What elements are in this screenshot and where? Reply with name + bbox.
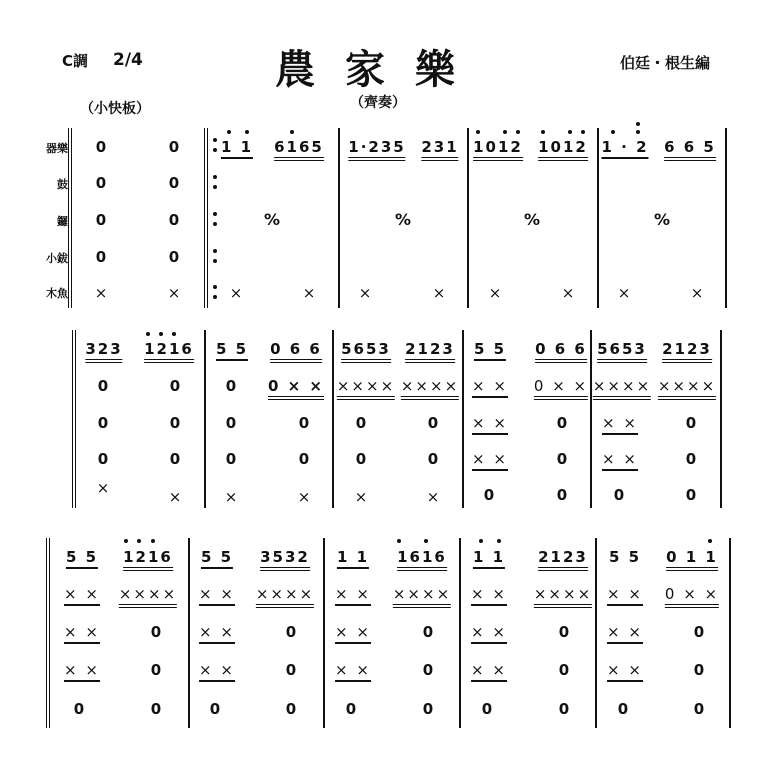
melody-notes: 5 5 xyxy=(608,548,642,566)
melody-notes: 1 1 xyxy=(473,548,505,569)
barline xyxy=(597,128,599,308)
rest: 0 xyxy=(693,700,707,718)
octave-dot xyxy=(137,539,141,543)
repeat-barline xyxy=(204,128,210,308)
gong-notes: × × xyxy=(607,623,643,644)
barline xyxy=(725,128,727,308)
rest: 0 xyxy=(95,211,109,229)
drum-notes: × × xyxy=(335,585,371,606)
gong-notes: × × xyxy=(335,623,371,644)
octave-dot xyxy=(708,539,712,543)
woodblock-hit: × xyxy=(96,479,112,497)
drum-notes: ×××× xyxy=(256,585,314,608)
simile-mark: % xyxy=(653,210,671,229)
rest: 0 xyxy=(168,248,182,266)
barline xyxy=(459,538,461,728)
barline xyxy=(338,128,340,308)
arrangers: 伯廷・根生編 xyxy=(620,54,711,72)
melody-notes: 2123 xyxy=(405,340,455,363)
repeat-dot xyxy=(213,185,217,189)
rest: 0 xyxy=(97,377,111,395)
system-start-barline xyxy=(46,538,52,728)
cymbal-notes: × × xyxy=(335,661,371,682)
rest: 0 xyxy=(225,377,239,395)
rest: 0 xyxy=(95,248,109,266)
repeat-dot xyxy=(213,295,217,299)
melody-notes: 5 5 xyxy=(201,548,233,569)
rest: 0 xyxy=(422,661,436,679)
woodblock-hit: × xyxy=(167,284,183,302)
key-signature: C調 xyxy=(62,52,89,70)
instrument-label-gong: 鑼 xyxy=(57,215,68,228)
melody-notes: 5 5 xyxy=(216,340,248,361)
repeat-dot xyxy=(213,249,217,253)
rest: 0 xyxy=(556,450,570,468)
rest: 0 xyxy=(169,377,183,395)
rest: 0 xyxy=(73,700,87,718)
woodblock-hit: × xyxy=(617,284,633,302)
gong-notes: × × xyxy=(199,623,235,644)
melody-notes: 2123 xyxy=(538,548,588,571)
octave-dot xyxy=(497,539,501,543)
melody-notes: 0 6 6 xyxy=(270,340,322,363)
barline xyxy=(467,128,469,308)
rest: 0 xyxy=(150,661,164,679)
octave-dot xyxy=(159,332,163,336)
rest: 0 xyxy=(95,138,109,156)
cymbal-notes: × × xyxy=(471,661,507,682)
melody-notes: 323 xyxy=(85,340,122,363)
drum-notes: ×××× xyxy=(119,585,177,608)
barline xyxy=(204,330,206,508)
drum-notes: × × xyxy=(64,585,100,606)
rest: 0 xyxy=(97,414,111,432)
rest: 0 xyxy=(422,623,436,641)
rest: 0 xyxy=(617,700,631,718)
performance-note: （齊奏） xyxy=(350,95,406,111)
octave-dot xyxy=(124,539,128,543)
repeat-dot xyxy=(213,212,217,216)
octave-dot xyxy=(424,539,428,543)
melody-notes: 1216 xyxy=(144,340,194,363)
octave-dot xyxy=(611,130,615,134)
gong-notes: × × xyxy=(602,414,638,435)
drum-notes: 0 × × xyxy=(665,585,719,608)
rest: 0 xyxy=(225,414,239,432)
drum-notes: × × xyxy=(199,585,235,606)
rest: 0 xyxy=(427,414,441,432)
barline xyxy=(595,538,597,728)
simile-mark: % xyxy=(394,210,412,229)
rest: 0 xyxy=(169,414,183,432)
rest: 0 xyxy=(298,450,312,468)
woodblock-hit: × xyxy=(426,488,442,506)
rest: 0 xyxy=(558,661,572,679)
melody-notes: 1616 xyxy=(397,548,447,571)
drum-notes: ×××× xyxy=(593,377,651,400)
rest: 0 xyxy=(427,450,441,468)
octave-dot xyxy=(568,130,572,134)
rest: 0 xyxy=(613,486,627,504)
rest: 0 xyxy=(209,700,223,718)
rest: 0 xyxy=(693,623,707,641)
rest: 0 xyxy=(285,700,299,718)
woodblock-hit: × xyxy=(168,488,184,506)
instrument-label-drum: 鼓 xyxy=(57,178,68,191)
rest: 0 xyxy=(483,486,497,504)
octave-dot xyxy=(636,122,640,126)
drum-notes: × × xyxy=(607,585,643,606)
drum-notes: ×××× xyxy=(658,377,716,400)
cymbal-notes: × × xyxy=(602,450,638,471)
melody-notes: 1012 xyxy=(538,138,588,161)
rest: 0 xyxy=(298,414,312,432)
repeat-dot xyxy=(213,138,217,142)
octave-dot xyxy=(146,332,150,336)
drum-notes: × × xyxy=(472,377,508,398)
repeat-dot xyxy=(213,148,217,152)
repeat-dot xyxy=(213,285,217,289)
rest: 0 xyxy=(685,414,699,432)
rest: 0 xyxy=(285,661,299,679)
woodblock-hit: × xyxy=(297,488,313,506)
barline xyxy=(323,538,325,728)
rest: 0 xyxy=(345,700,359,718)
cymbal-notes: × × xyxy=(607,661,643,682)
drum-notes: 0 × × xyxy=(534,377,588,400)
melody-notes: 6165 xyxy=(274,138,324,161)
melody-notes: 1 1 xyxy=(221,138,253,159)
woodblock-hit: × xyxy=(302,284,318,302)
woodblock-hit: × xyxy=(229,284,245,302)
melody-notes: 5 5 xyxy=(474,340,506,361)
melody-notes: 5 5 xyxy=(66,548,98,569)
octave-dot xyxy=(541,130,545,134)
rest: 0 xyxy=(355,450,369,468)
cymbal-notes: × × xyxy=(472,450,508,471)
rest: 0 xyxy=(285,623,299,641)
instrument-label-woodblock: 木魚 xyxy=(46,287,68,300)
simile-mark: % xyxy=(263,210,281,229)
woodblock-hit: × xyxy=(488,284,504,302)
rest: 0 xyxy=(556,486,570,504)
melody-notes: 1·235 xyxy=(348,138,405,161)
system-start-barline xyxy=(68,128,74,308)
rest: 0 xyxy=(168,138,182,156)
melody-notes: 1216 xyxy=(123,548,173,571)
octave-dot xyxy=(516,130,520,134)
drum-notes: ×××× xyxy=(393,585,451,608)
rest: 0 xyxy=(558,623,572,641)
rest: 0 xyxy=(150,623,164,641)
gong-notes: × × xyxy=(472,414,508,435)
repeat-dot xyxy=(213,222,217,226)
repeat-dot xyxy=(213,259,217,263)
page-title: 農家樂 xyxy=(275,46,485,93)
woodblock-hit: × xyxy=(354,488,370,506)
woodblock-hit: × xyxy=(358,284,374,302)
barline xyxy=(188,538,190,728)
woodblock-hit: × xyxy=(690,284,706,302)
gong-notes: × × xyxy=(64,623,100,644)
woodblock-hit: × xyxy=(561,284,577,302)
melody-notes: 5653 xyxy=(597,340,647,363)
rest: 0 xyxy=(685,450,699,468)
rest: 0 xyxy=(168,211,182,229)
barline xyxy=(590,330,592,508)
cymbal-notes: × × xyxy=(64,661,100,682)
rest: 0 xyxy=(422,700,436,718)
melody-notes: 3532 xyxy=(260,548,310,571)
octave-dot xyxy=(245,130,249,134)
melody-notes: 0 1 1 xyxy=(666,548,718,571)
repeat-dot xyxy=(213,175,217,179)
rest: 0 xyxy=(150,700,164,718)
rest: 0 xyxy=(558,700,572,718)
rest: 0 xyxy=(355,414,369,432)
tempo-marking: （小快板） xyxy=(80,101,150,117)
rest: 0 xyxy=(481,700,495,718)
melody-notes: 1 · 2 xyxy=(601,138,648,159)
drum-notes: 0 × × xyxy=(268,377,324,400)
octave-dot xyxy=(290,130,294,134)
gong-notes: × × xyxy=(471,623,507,644)
barline xyxy=(462,330,464,508)
octave-dot xyxy=(479,539,483,543)
woodblock-hit: × xyxy=(94,284,110,302)
drum-notes: ×××× xyxy=(401,377,459,400)
instrument-label-cymbal: 小鈸 xyxy=(46,252,68,265)
woodblock-hit: × xyxy=(224,488,240,506)
octave-dot xyxy=(476,130,480,134)
rest: 0 xyxy=(556,414,570,432)
melody-notes: 2123 xyxy=(662,340,712,363)
melody-notes: 231 xyxy=(421,138,458,161)
octave-dot xyxy=(151,539,155,543)
barline xyxy=(332,330,334,508)
rest: 0 xyxy=(95,174,109,192)
melody-notes: 0 6 6 xyxy=(535,340,587,363)
octave-dot xyxy=(581,130,585,134)
barline xyxy=(729,538,731,728)
octave-dot xyxy=(503,130,507,134)
rest: 0 xyxy=(168,174,182,192)
system-start-barline xyxy=(72,330,78,508)
rest: 0 xyxy=(693,661,707,679)
octave-dot xyxy=(172,332,176,336)
rest: 0 xyxy=(97,450,111,468)
barline xyxy=(720,330,722,508)
octave-dot xyxy=(227,130,231,134)
drum-notes: ×××× xyxy=(337,377,395,400)
melody-notes: 5653 xyxy=(341,340,391,363)
melody-notes: 6 6 5 xyxy=(664,138,716,161)
rest: 0 xyxy=(169,450,183,468)
cymbal-notes: × × xyxy=(199,661,235,682)
octave-dot xyxy=(636,130,640,134)
drum-notes: × × xyxy=(471,585,507,606)
melody-notes: 1012 xyxy=(473,138,523,161)
octave-dot xyxy=(397,539,401,543)
simile-mark: % xyxy=(523,210,541,229)
instrument-label-melody: 器樂 xyxy=(46,142,68,155)
rest: 0 xyxy=(225,450,239,468)
drum-notes: ×××× xyxy=(534,585,592,608)
rest: 0 xyxy=(685,486,699,504)
woodblock-hit: × xyxy=(432,284,448,302)
melody-notes: 1 1 xyxy=(337,548,369,569)
time-signature: 2/4 xyxy=(113,50,143,70)
